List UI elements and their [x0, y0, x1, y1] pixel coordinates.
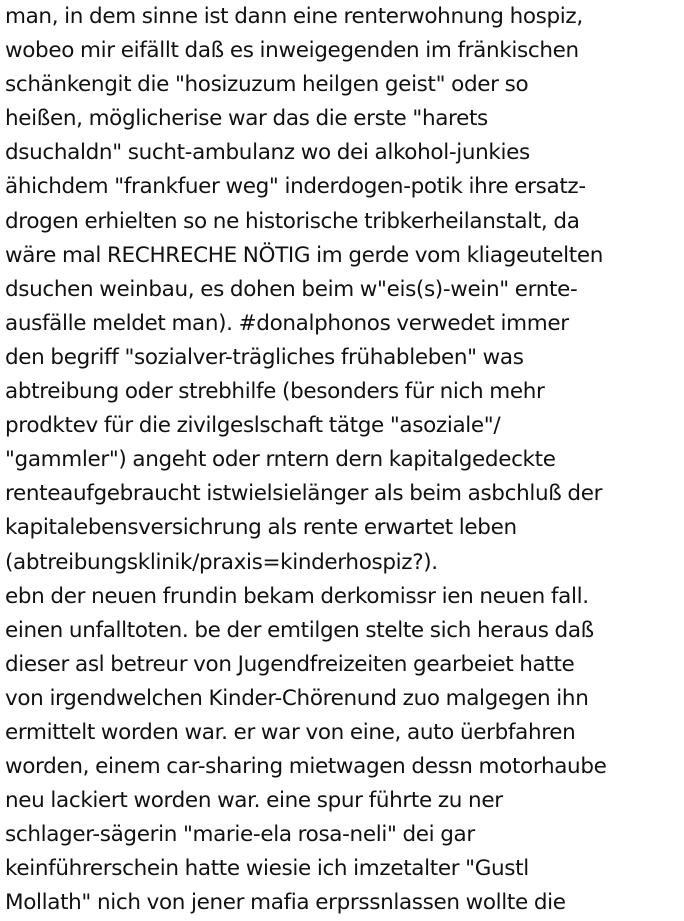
text-line: kapitalebensversichrung als rente erwartet leben — [5, 515, 517, 541]
text-line: Mollath" nich von jener mafia erprssnlassen wollte die — [5, 890, 566, 916]
text-line: worden, einem car-sharing mietwagen dessn motorhaube — [5, 754, 607, 780]
text-line: den begriff "sozialver-trägliches frühableben" was — [5, 344, 524, 370]
text-line: abtreibung oder strebhilfe (besonders für nich mehr — [5, 379, 545, 405]
text-line: dsuchen weinbau, es dohen beim w"eis(s)-wein" ernte- — [5, 276, 578, 302]
text-line: man, in dem sinne ist dann eine renterwohnung hospiz, — [5, 4, 583, 29]
text-line: einen unfalltoten. be der emtilgen stelte sich heraus daß — [5, 617, 594, 643]
text-line: drogen erhielten so ne historische tribkerheilanstalt, da — [5, 208, 580, 234]
text-line: schänkengit die "hosizuzum heilgen geist" oder so — [5, 72, 529, 98]
text-line: (abtreibungsklinik/praxis=kinderhospiz?). — [5, 549, 438, 575]
text-line: schlager-sägerin "marie-ela rosa-neli" dei gar — [5, 822, 475, 848]
text-line: dieser asl betreur von Jugendfreizeiten gearbeiet hatte — [5, 651, 575, 677]
text-line: prodktev für die zivilgeslschaft tätge "asoziale"/ — [5, 413, 501, 439]
text-line: wobeo mir eifällt daß es inweigegenden im fränkischen — [5, 38, 579, 64]
text-line: ausfälle meldet man). #donalphonos verwedet immer — [5, 310, 569, 336]
text-line: ähichdem "frankfuer weg" inderdogen-potik ihre ersatz- — [5, 174, 586, 200]
text-line: von irgendwelchen Kinder-Chörenund zuo malgegen ihn — [5, 685, 589, 711]
text-line: wäre mal RECHRECHE NÖTIG im gerde vom kliageutelten — [5, 242, 604, 268]
text-line: ebn der neuen frundin bekam derkomissr ien neuen fall. — [5, 583, 589, 609]
text-line: heißen, möglicherise war das die erste "harets — [5, 106, 488, 132]
text-line: "gammler") angeht oder rntern dern kapitalgedeckte — [5, 447, 556, 473]
text-line: renteaufgebraucht istwielsielänger als beim asbchluß der — [5, 481, 603, 507]
text-line: neu lackiert worden war. eine spur führte zu ner — [5, 788, 503, 814]
text-line: keinführerschein hatte wiesie ich imzetalter "Gustl — [5, 856, 529, 882]
document-body — [5, 0, 684, 921]
text-line: ermittelt worden war. er war von eine, auto üerbfahren — [5, 719, 576, 745]
text-line: dsuchaldn" sucht-ambulanz wo dei alkohol-junkies — [5, 140, 530, 166]
